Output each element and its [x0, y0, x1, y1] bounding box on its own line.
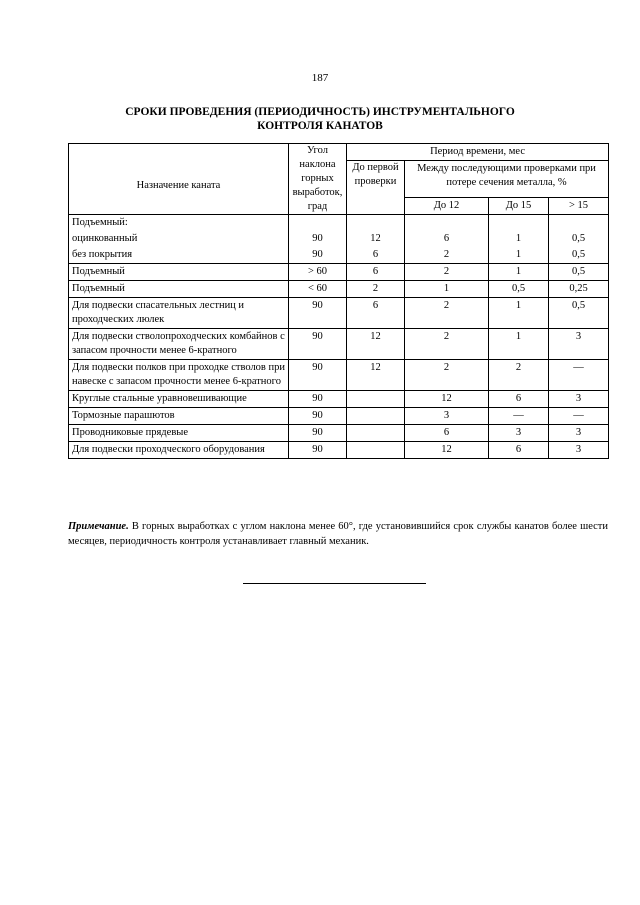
row-loss-12: 12 — [405, 442, 489, 459]
table-row — [69, 281, 609, 298]
row-purpose: Круглые стальные уравновешивающие — [69, 391, 289, 408]
row-loss-over-15 — [549, 215, 609, 232]
row-loss-12: 3 — [405, 408, 489, 425]
table-row — [69, 360, 609, 391]
table-row — [69, 408, 609, 425]
note-label: Примечание. — [68, 521, 129, 532]
row-loss-12: 2 — [405, 298, 489, 329]
note-text: В горных выработках с углом наклона менее 60°, где установившийся срок службы канатов более шести месяцев, периодичность контроля устанавливает главный механик. — [68, 521, 608, 547]
header-purpose: Назначение каната — [69, 144, 289, 215]
row-loss-12: 2 — [405, 329, 489, 360]
row-loss-12: 2 — [405, 247, 489, 264]
row-loss-over-15: — — [549, 360, 609, 391]
row-angle: 90 — [289, 408, 347, 425]
row-loss-over-15: 3 — [549, 425, 609, 442]
header-loss-over-15: > 15 — [549, 198, 609, 215]
row-angle — [289, 215, 347, 232]
document-title — [0, 105, 640, 133]
row-loss-over-15: 3 — [549, 442, 609, 459]
row-purpose: Для подвески спасательных лестниц и проходческих люлек — [69, 298, 289, 329]
row-loss-15: 6 — [489, 442, 549, 459]
row-purpose: Подъемный: — [69, 215, 289, 232]
row-angle: 90 — [289, 360, 347, 391]
table-row — [69, 329, 609, 360]
row-loss-15: 1 — [489, 264, 549, 281]
row-first — [347, 215, 405, 232]
row-loss-over-15: 0,5 — [549, 264, 609, 281]
row-loss-12: 2 — [405, 264, 489, 281]
end-rule — [243, 583, 426, 584]
row-first — [347, 442, 405, 459]
row-loss-12 — [405, 215, 489, 232]
row-purpose: Тормозные парашютов — [69, 408, 289, 425]
row-angle: 90 — [289, 329, 347, 360]
table-note — [68, 519, 608, 549]
row-purpose: Подъемный — [69, 281, 289, 298]
header-angle: Угол наклона горных выработок, град — [289, 144, 347, 215]
row-loss-over-15: 0,5 — [549, 247, 609, 264]
row-first: 6 — [347, 264, 405, 281]
row-loss-15: 1 — [489, 298, 549, 329]
row-first: 6 — [347, 298, 405, 329]
row-first: 12 — [347, 231, 405, 247]
row-loss-15: 3 — [489, 425, 549, 442]
row-loss-15: 1 — [489, 329, 549, 360]
table-row — [69, 264, 609, 281]
header-loss-12: До 12 — [405, 198, 489, 215]
row-purpose: Для подвески стволопроходческих комбайнов с запасом прочности менее 6-кратного — [69, 329, 289, 360]
row-angle: 90 — [289, 298, 347, 329]
row-loss-15: 1 — [489, 247, 549, 264]
table-row — [69, 298, 609, 329]
row-loss-15: 6 — [489, 391, 549, 408]
row-loss-12: 12 — [405, 391, 489, 408]
header-period: Период времени, мес — [347, 144, 609, 161]
header-between-checks: Между последующими проверками при потере сечения металла, % — [405, 161, 609, 198]
row-purpose: Подъемный — [69, 264, 289, 281]
row-loss-12: 1 — [405, 281, 489, 298]
row-loss-15: 2 — [489, 360, 549, 391]
row-purpose: Проводниковые прядевые — [69, 425, 289, 442]
row-loss-over-15: 3 — [549, 329, 609, 360]
row-loss-over-15: 0,5 — [549, 231, 609, 247]
row-first — [347, 408, 405, 425]
rope-control-table — [68, 143, 609, 459]
table-row — [69, 442, 609, 459]
row-loss-12: 6 — [405, 425, 489, 442]
row-first — [347, 391, 405, 408]
row-first: 2 — [347, 281, 405, 298]
row-angle: 90 — [289, 247, 347, 264]
header-first-check: До первой проверки — [347, 161, 405, 215]
header-loss-15: До 15 — [489, 198, 549, 215]
row-angle: 90 — [289, 391, 347, 408]
row-loss-over-15: 0,5 — [549, 298, 609, 329]
row-angle: 90 — [289, 425, 347, 442]
table-row — [69, 425, 609, 442]
table-row — [69, 215, 609, 232]
title-line-1: СРОКИ ПРОВЕДЕНИЯ (ПЕРИОДИЧНОСТЬ) ИНСТРУМЕНТАЛЬНОГО — [125, 106, 515, 118]
row-loss-12: 2 — [405, 360, 489, 391]
table-row — [69, 247, 609, 264]
row-purpose: оцинкованный — [69, 231, 289, 247]
row-first — [347, 425, 405, 442]
row-first: 12 — [347, 360, 405, 391]
row-loss-over-15: 3 — [549, 391, 609, 408]
table-row — [69, 391, 609, 408]
title-line-2: КОНТРОЛЯ КАНАТОВ — [257, 120, 383, 132]
row-loss-15: 0,5 — [489, 281, 549, 298]
row-angle: > 60 — [289, 264, 347, 281]
row-loss-15: — — [489, 408, 549, 425]
row-loss-over-15: — — [549, 408, 609, 425]
table-row — [69, 231, 609, 247]
row-angle: 90 — [289, 442, 347, 459]
row-angle: < 60 — [289, 281, 347, 298]
row-first: 6 — [347, 247, 405, 264]
row-loss-over-15: 0,25 — [549, 281, 609, 298]
row-angle: 90 — [289, 231, 347, 247]
row-purpose: Для подвески проходческого оборудования — [69, 442, 289, 459]
row-purpose: Для подвески полков при проходке стволов при навеске с запасом прочности менее 6-кратного — [69, 360, 289, 391]
row-purpose: без покрытия — [69, 247, 289, 264]
row-first: 12 — [347, 329, 405, 360]
row-loss-15 — [489, 215, 549, 232]
row-loss-15: 1 — [489, 231, 549, 247]
page-number: 187 — [311, 72, 329, 84]
row-loss-12: 6 — [405, 231, 489, 247]
